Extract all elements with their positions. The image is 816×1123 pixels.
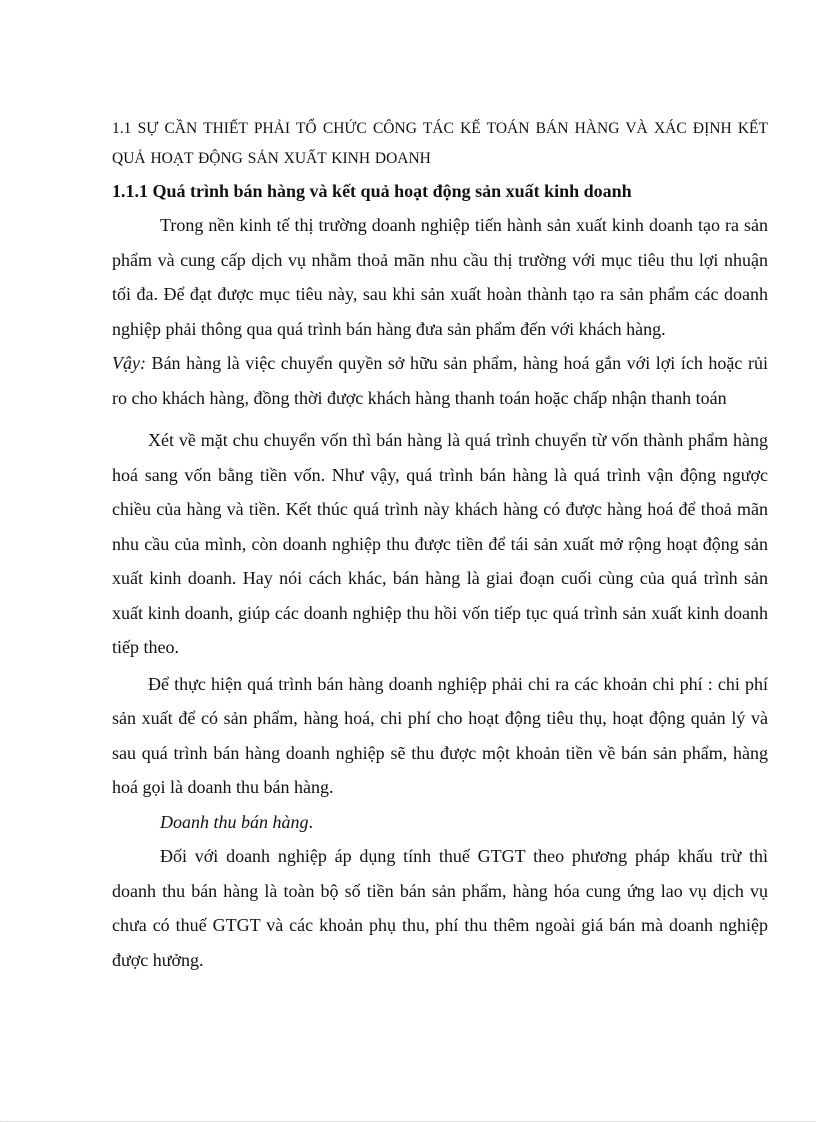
paragraph-vat-revenue: Đối với doanh nghiệp áp dụng tính thuế GTGT theo phương pháp khấu trừ thì doanh thu bán hàng là toàn bộ số tiền bán sản phẩm, hàng hóa cung ứng lao vụ dịch vụ chưa có thuế GTGT và các khoản phụ thu, phí thu thêm ngoài giá bán mà doanh nghiệp được hưởng. — [112, 846, 768, 970]
page-content — [112, 114, 768, 977]
subheading-revenue-text: Doanh thu bán hàng — [160, 811, 309, 832]
paragraph-costs: Để thực hiện quá trình bán hàng doanh nghiệp phải chi ra các khoản chi phí : chi phí sản xuất để có sản phẩm, hàng hoá, chi phí cho hoạt động tiêu thụ, hoạt động quản lý và sau quá trình bán hàng doanh nghiệp sẽ thu được một khoản tiền về bán sản phẩm, hàng hoá gọi là doanh thu bán hàng. — [112, 673, 768, 797]
paragraph-market-economy: Trong nền kinh tế thị trường doanh nghiệp tiến hành sản xuất kinh doanh tạo ra sản phẩm và cung cấp dịch vụ nhằm thoả mãn nhu cầu thị trường với mục tiêu thu lợi nhuận tối đa. Để đạt được mục tiêu này, sau khi sản xuất hoàn thành tạo ra sản phẩm các doanh nghiệp phải thông qua quá trình bán hàng đưa sản phẩm đến với khách hàng. — [112, 215, 768, 339]
section-heading: 1.1.1 Quá trình bán hàng và kết quả hoạt động sản xuất kinh doanh — [112, 181, 632, 201]
paragraph-definition — [112, 346, 768, 415]
subheading-revenue — [112, 805, 768, 840]
page-bottom-border — [0, 1121, 816, 1122]
definition-body: Bán hàng là việc chuyển quyền sở hữu sản phẩm, hàng hoá gắn với lợi ích hoặc rủi ro cho khách hàng, đồng thời được khách hàng thanh toán hoặc chấp nhận thanh toán — [112, 353, 768, 408]
definition-lead: Vậy: — [112, 353, 146, 373]
subheading-revenue-period: . — [308, 811, 313, 832]
chapter-heading: 1.1 SỰ CẦN THIẾT PHẢI TỔ CHỨC CÔNG TÁC KẾ TOÁN BÁN HÀNG VÀ XÁC ĐỊNH KẾT QUẢ HOẠT ĐỘNG SẢN XUẤT KINH DOANH — [112, 120, 768, 167]
paragraph-capital-cycle: Xét về mặt chu chuyển vốn thì bán hàng là quá trình chuyển từ vốn thành phẩm hàng hoá sang vốn bằng tiền vốn. Như vậy, quá trình bán hàng là quá trình vận động ngược chiều của hàng và tiền. Kết thúc quá trình này khách hàng có được hàng hoá để thoả mãn nhu cầu của mình, còn doanh nghiệp thu được tiền để tái sản xuất mở rộng hoạt động sản xuất kinh doanh. Hay nói cách khác, bán hàng là giai đoạn cuối cùng của quá trình sản xuất kinh doanh, giúp các doanh nghiệp thu hồi vốn tiếp tục quá trình sản xuất kinh doanh tiếp theo. — [112, 430, 768, 657]
